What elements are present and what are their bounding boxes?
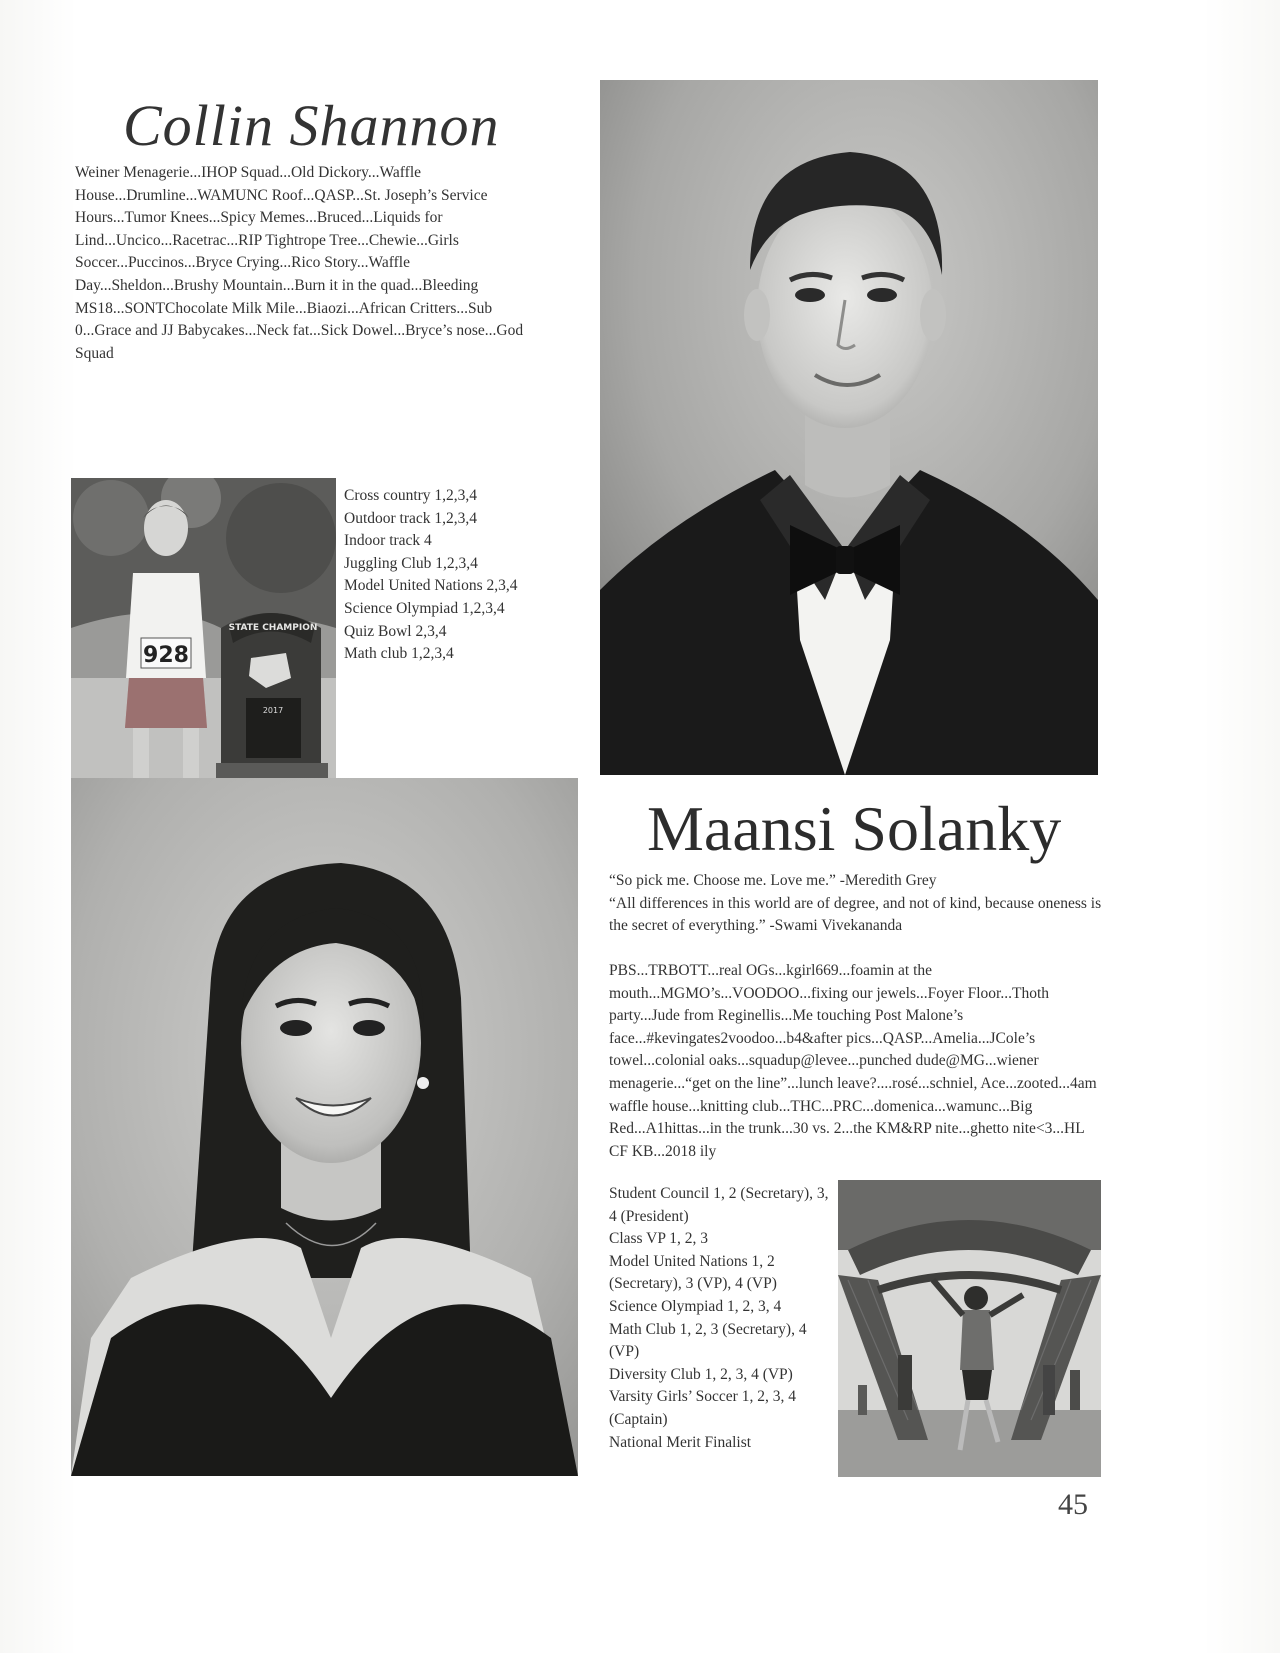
quote-line: “All differences in this world are of degree, and not of kind, because oneness is the secret of everything.” -Swami Vivekananda xyxy=(609,894,1102,935)
activity-item: Model United Nations 2,3,4 xyxy=(344,577,518,595)
activity-item: Cross country 1,2,3,4 xyxy=(344,487,478,504)
trophy-year-text: 2017 xyxy=(262,706,284,715)
collin-activities-list xyxy=(344,485,594,666)
eiffel-tower-image xyxy=(838,1180,1101,1477)
quote-line: “So pick me. Choose me. Love me.” -Meredith Grey xyxy=(609,872,937,889)
trophy-banner-text: STATE CHAMPION xyxy=(228,623,318,633)
maansi-inside-jokes-text: PBS...TRBOTT...real OGs...kgirl669...foamin at the mouth...MGMO’s...VOODOO...fixing our jewels...Foyer Floor...Thoth party...Jude from Reginellis...Me touching Post Malone’s face...#kevingates2voodoo...b4&after pics...QASP...Amelia...JCole’s towel...colonial oaks...squadup@levee...punched dude@MG...wiener menagerie...“get on the line”...lunch leave?....rosé...schniel, Ace...zooted...4am waffle house...knitting club...THC...PRC...domenica...wamunc...Big Red...A1hittas...in the trunk...30 vs. 2...the KM&RP nite...ghetto nite<3...HL CF KB...2018 ily xyxy=(609,962,1097,1160)
collin-portrait-image xyxy=(600,80,1098,775)
collin-name-heading: Collin Shannon xyxy=(123,93,500,158)
activity-item: Math Club 1, 2, 3 (Secretary), 4 (VP) xyxy=(609,1320,807,1361)
activity-item: Science Olympiad 1, 2, 3, 4 xyxy=(609,1297,782,1315)
maansi-eiffel-tower-photo xyxy=(838,1180,1101,1477)
activity-item: National Merit Finalist xyxy=(609,1433,752,1451)
maansi-name-heading: Maansi Solanky xyxy=(647,793,1062,864)
maansi-quotes xyxy=(609,870,1109,938)
activity-item: Model United Nations 1, 2 (Secretary), 3 (VP), 4 (VP) xyxy=(609,1252,777,1293)
collin-cross-country-photo xyxy=(71,478,336,778)
collin-senior-portrait xyxy=(600,80,1098,775)
activity-item: Science Olympiad 1,2,3,4 xyxy=(344,599,505,617)
track-trophy-image xyxy=(71,478,336,778)
race-bib-number: 928 xyxy=(143,643,189,668)
maansi-activities-list xyxy=(609,1183,834,1454)
activity-item: Diversity Club 1, 2, 3, 4 (VP) xyxy=(609,1365,793,1383)
maansi-senior-portrait xyxy=(71,778,578,1476)
activity-item: Juggling Club 1,2,3,4 xyxy=(344,554,478,572)
activity-item: Outdoor track 1,2,3,4 xyxy=(344,509,478,527)
activity-item: Student Council 1, 2 (Secretary), 3, 4 (President) xyxy=(609,1185,829,1225)
activity-item: Varsity Girls’ Soccer 1, 2, 3, 4 (Captain) xyxy=(609,1388,796,1428)
page-number: 45 xyxy=(1058,1488,1088,1521)
activity-item: Math club 1,2,3,4 xyxy=(344,645,454,663)
activity-item: Quiz Bowl 2,3,4 xyxy=(344,622,447,640)
collin-inside-jokes-text: Weiner Menagerie...IHOP Squad...Old Dickory...Waffle House...Drumline...WAMUNC Roof...QASP...St. Joseph’s Service Hours...Tumor Knees...Spicy Memes...Bruced...Liquids for Lind...Uncico...Racetrac...RIP Tightrope Tree...Chewie...Girls Soccer...Puccinos...Bryce Crying...Rico Story...Waffle Day...Sheldon...Brushy Mountain...Burn it in the quad...Bleeding MS18...SONTChocolate Milk Mile...Biaozi...African Critters...Sub 0...Grace and JJ Babycakes...Neck fat...Sick Dowel...Bryce’s nose...God Squad xyxy=(75,164,524,362)
activity-item: Class VP 1, 2, 3 xyxy=(609,1230,709,1248)
maansi-portrait-image xyxy=(71,778,578,1476)
activity-item: Indoor track 4 xyxy=(344,532,432,550)
